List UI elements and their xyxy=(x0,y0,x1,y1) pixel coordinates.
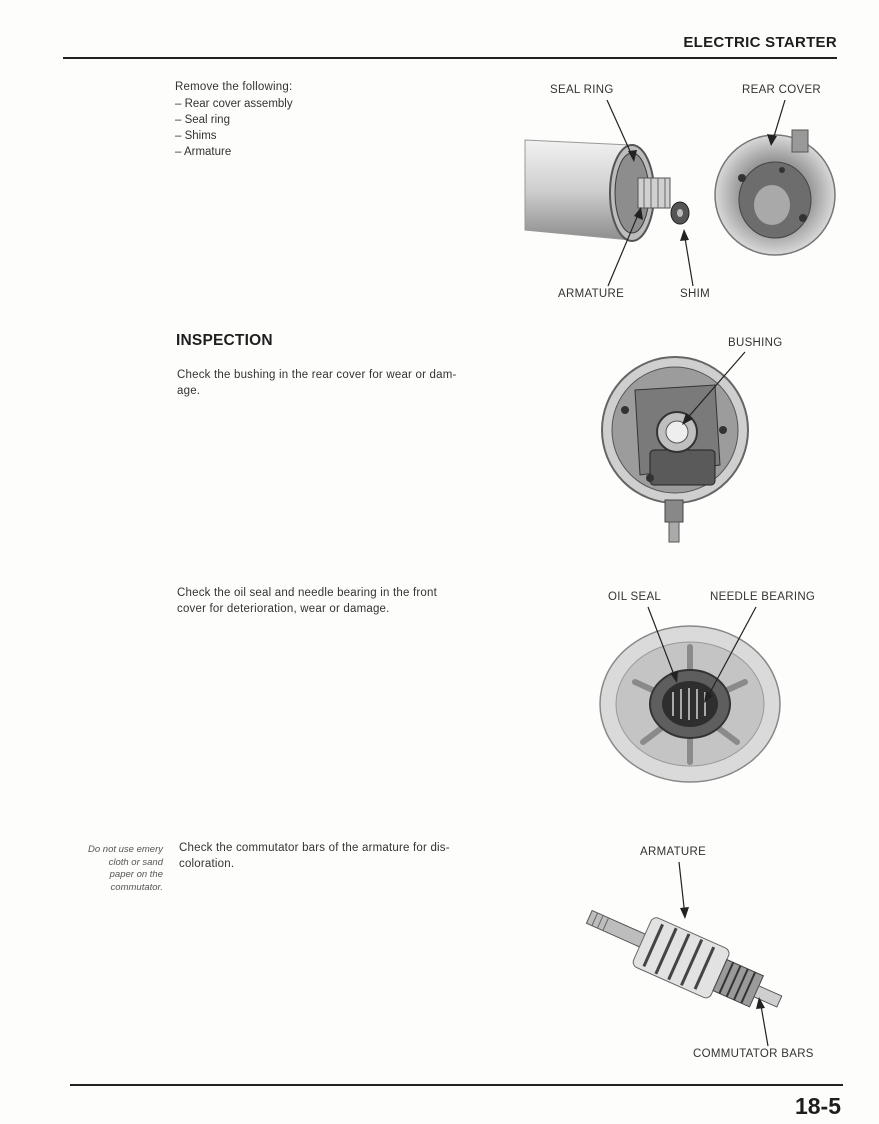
caution-note: Do not use emery cloth or sand paper on the commutator. xyxy=(88,844,163,893)
removal-intro: Remove the following: xyxy=(175,81,293,93)
section-title: ELECTRIC STARTER xyxy=(683,34,837,51)
inspection-heading: INSPECTION xyxy=(176,332,273,349)
armature-label-2: ARMATURE xyxy=(640,846,707,858)
shim-label: SHIM xyxy=(680,288,710,300)
armature-label: ARMATURE xyxy=(558,288,625,300)
bushing-instruction: Check the bushing in the rear cover for wear or dam- age. xyxy=(177,369,457,397)
seal-ring-label: SEAL RING xyxy=(550,84,614,96)
page-number: 18-5 xyxy=(794,1093,841,1119)
list-item: – Shims xyxy=(175,129,217,142)
list-item: – Armature xyxy=(175,145,232,158)
oil-seal-instruction: Check the oil seal and needle bearing in the front cover for deterioration, wear or damage. xyxy=(177,587,437,615)
commutator-bars-label: COMMUTATOR BARS xyxy=(693,1048,814,1060)
footer-rule xyxy=(70,1084,843,1086)
oil-seal-label: OIL SEAL xyxy=(608,591,662,603)
list-item: – Rear cover assembly xyxy=(175,97,293,110)
list-item: – Seal ring xyxy=(175,113,230,126)
bushing-label: BUSHING xyxy=(728,337,783,349)
needle-bearing-label: NEEDLE BEARING xyxy=(710,591,816,603)
commutator-instruction: Check the commutator bars of the armature for dis- coloration. xyxy=(179,842,450,870)
rear-cover-label: REAR COVER xyxy=(742,84,822,96)
